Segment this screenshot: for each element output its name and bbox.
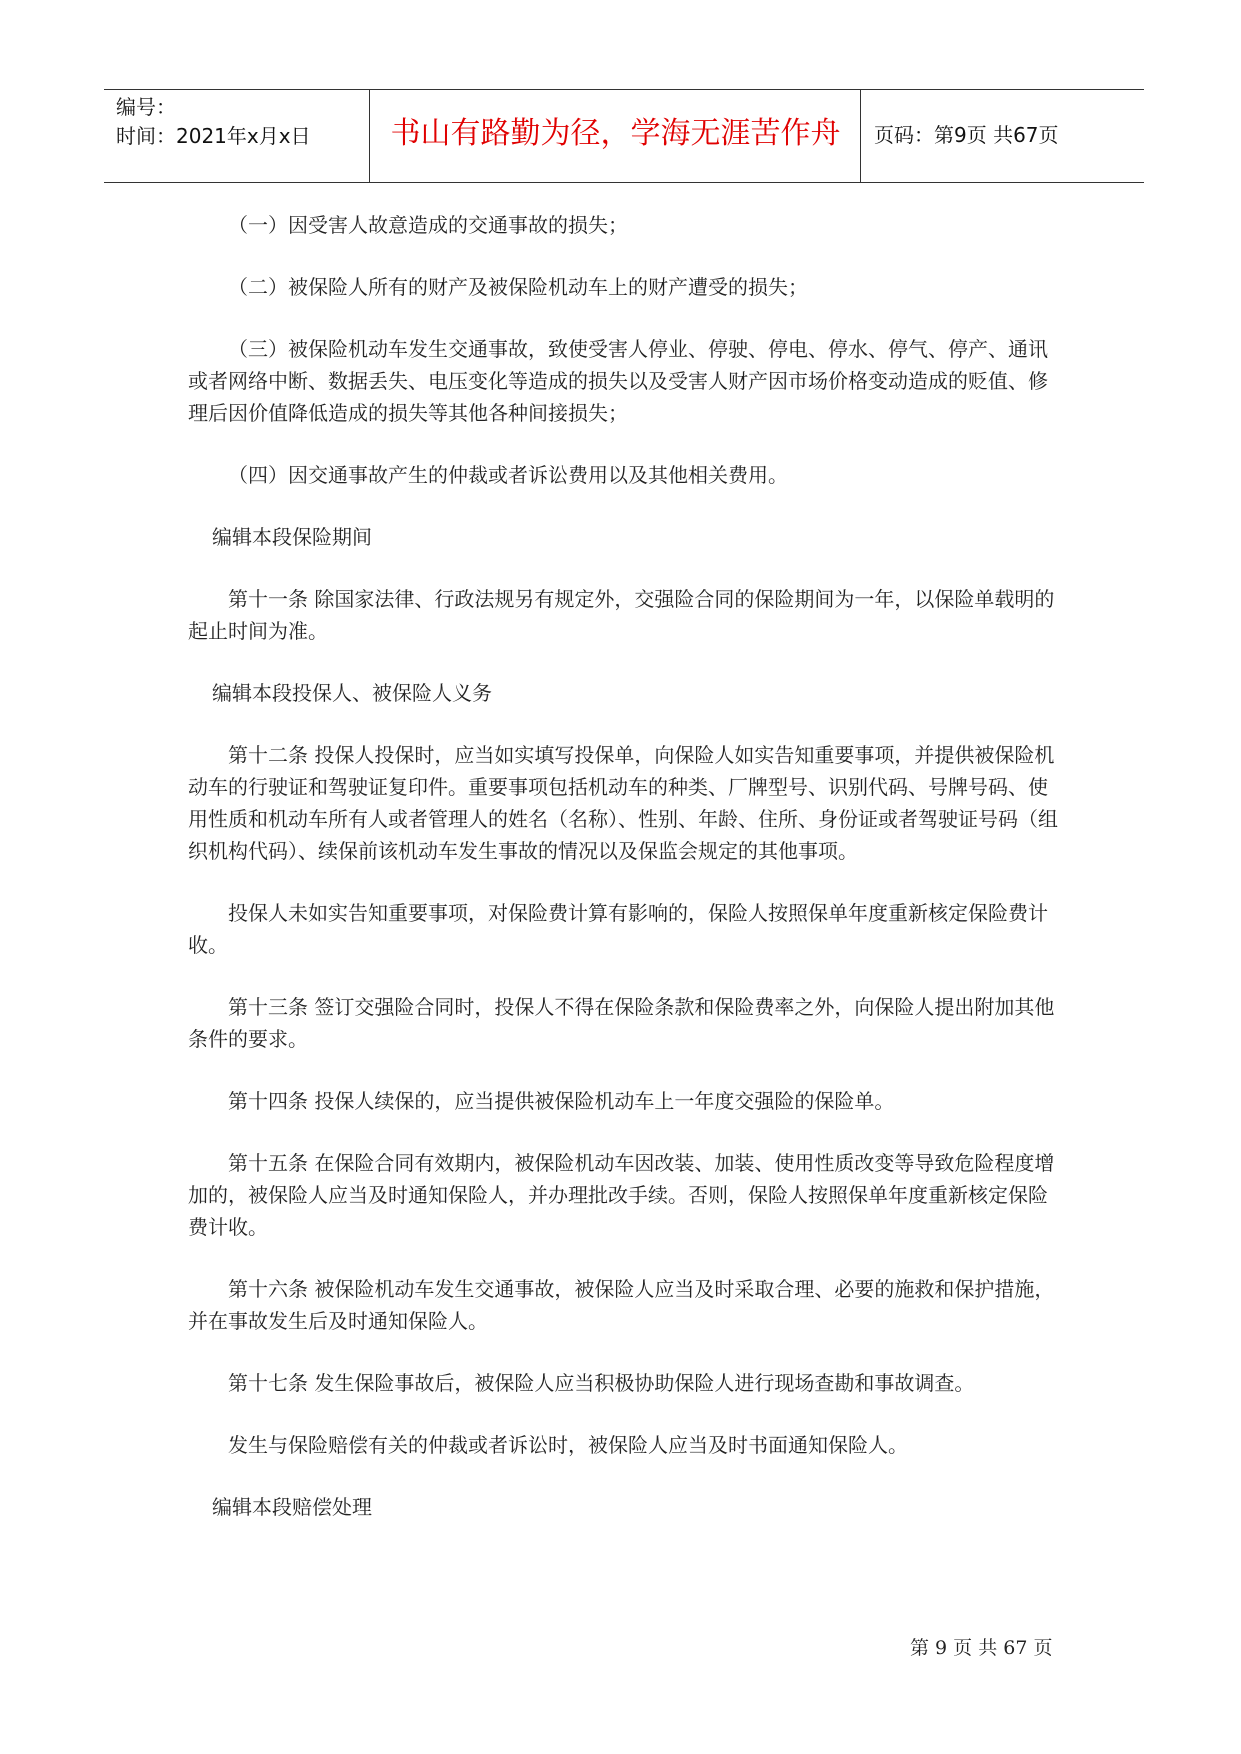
body-paragraph: 第十六条 被保险机动车发生交通事故，被保险人应当及时采取合理、必要的施救和保护措施，并在事故发生后及时通知保险人。 bbox=[188, 1277, 1055, 1333]
header-motto: 书山有路勤为径，学海无涯苦作舟 bbox=[390, 116, 841, 151]
section-heading: 编辑本段保险期间 bbox=[212, 525, 372, 549]
document-body bbox=[188, 209, 1060, 1553]
body-paragraph: 第十七条 发生保险事故后，被保险人应当积极协助保险人进行现场查勘和事故调查。 bbox=[228, 1371, 975, 1395]
body-paragraph: 发生与保险赔偿有关的仲裁或者诉讼时，被保险人应当及时书面通知保险人。 bbox=[228, 1433, 908, 1457]
header-page-number: 页码：第9页 共67页 bbox=[874, 123, 1059, 147]
document-number-label: 编号： bbox=[116, 95, 176, 119]
document-time-label: 时间：2021年x月x日 bbox=[116, 124, 311, 148]
body-paragraph: （二）被保险人所有的财产及被保险机动车上的财产遭受的损失； bbox=[228, 275, 808, 299]
page-header bbox=[104, 89, 1144, 183]
body-paragraph: （三）被保险机动车发生交通事故，致使受害人停业、停驶、停电、停水、停气、停产、通讯或者网络中断、数据丢失、电压变化等造成的损失以及受害人财产因市场价格变动造成的贬值、修理后因价值降低造成的损失等其他各种间接损失； bbox=[188, 337, 1048, 425]
header-divider bbox=[369, 90, 370, 182]
body-paragraph: 第十三条 签订交强险合同时，投保人不得在保险条款和保险费率之外，向保险人提出附加其他条件的要求。 bbox=[188, 995, 1055, 1051]
body-paragraph: 第十一条 除国家法律、行政法规另有规定外，交强险合同的保险期间为一年，以保险单载明的起止时间为准。 bbox=[188, 587, 1055, 643]
body-paragraph: 投保人未如实告知重要事项，对保险费计算有影响的，保险人按照保单年度重新核定保险费计收。 bbox=[188, 901, 1048, 957]
body-paragraph: 第十五条 在保险合同有效期内，被保险机动车因改装、加装、使用性质改变等导致危险程度增加的，被保险人应当及时通知保险人，并办理批改手续。否则，保险人按照保单年度重新核定保险费计收。 bbox=[188, 1151, 1055, 1239]
page-footer: 第 9 页 共 67 页 bbox=[910, 1637, 1053, 1659]
section-heading: 编辑本段赔偿处理 bbox=[212, 1495, 372, 1519]
section-heading: 编辑本段投保人、被保险人义务 bbox=[212, 681, 492, 705]
header-meta bbox=[116, 93, 366, 151]
header-divider bbox=[860, 90, 861, 182]
body-paragraph: （四）因交通事故产生的仲裁或者诉讼费用以及其他相关费用。 bbox=[228, 463, 788, 487]
body-paragraph: （一）因受害人故意造成的交通事故的损失； bbox=[228, 213, 628, 237]
body-paragraph: 第十二条 投保人投保时，应当如实填写投保单，向保险人如实告知重要事项，并提供被保险机动车的行驶证和驾驶证复印件。重要事项包括机动车的种类、厂牌型号、识别代码、号牌号码、使用性质和机动车所有人或者管理人的姓名（名称）、性别、年龄、住所、身份证或者驾驶证号码（组织机构代码）、续保前该机动车发生事故的情况以及保监会规定的其他事项。 bbox=[188, 743, 1058, 863]
body-paragraph: 第十四条 投保人续保的，应当提供被保险机动车上一年度交强险的保险单。 bbox=[228, 1089, 895, 1113]
